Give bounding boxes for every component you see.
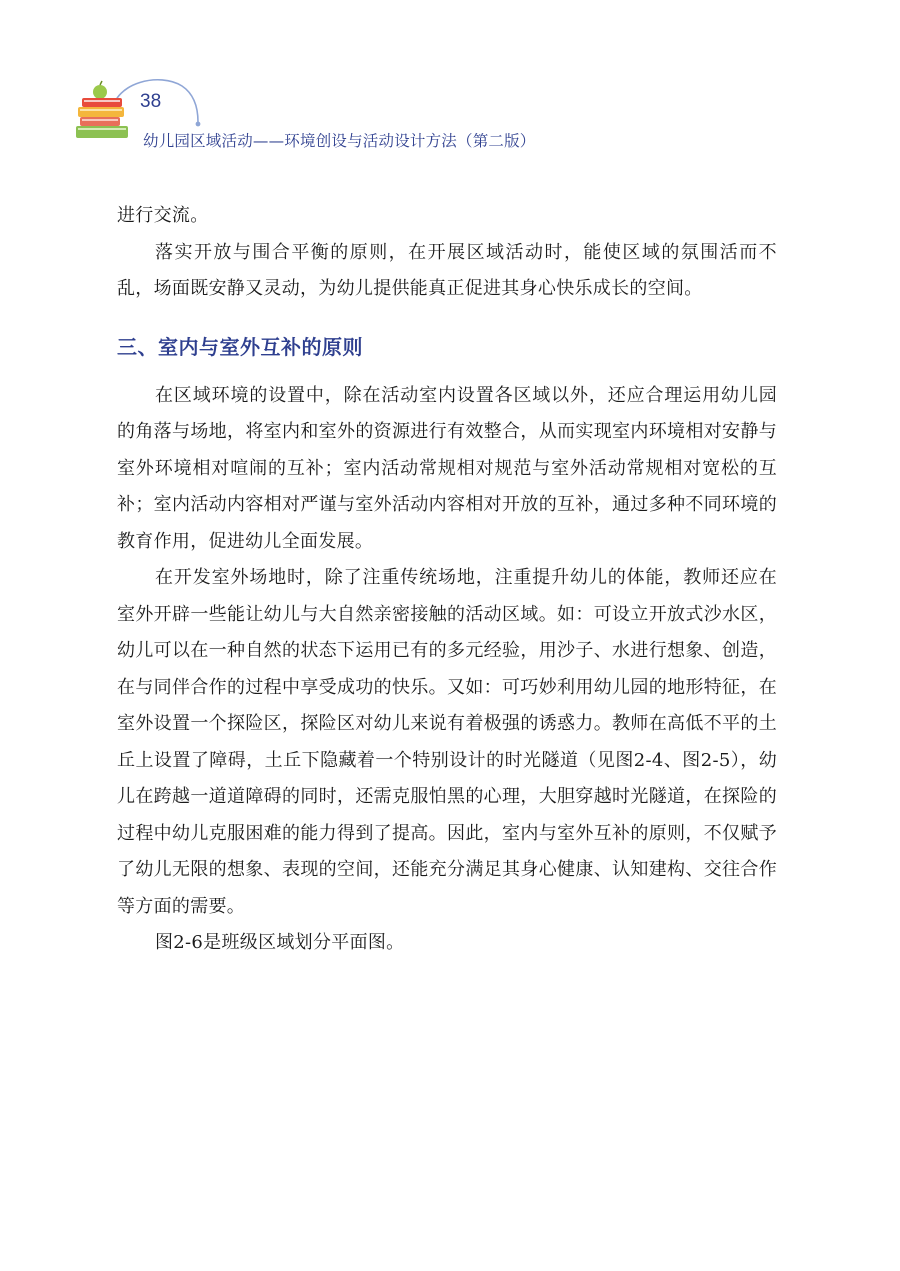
paragraph: 在区域环境的设置中，除在活动室内设置各区域以外，还应合理运用幼儿园的角落与场地，将室内和室外的资源进行有效整合，从而实现室内环境相对安静与室外环境相对喧闹的互补；室内活动常规相对规范与室外活动常规相对宽松的互补；室内活动内容相对严谨与室外活动内容相对开放的互补，通过多种不同环境的教育作用，促进幼儿全面发展。 bbox=[117, 384, 777, 552]
section-heading: 三、室内与室外互补的原则 bbox=[117, 334, 363, 359]
page-number: 38 bbox=[140, 91, 162, 112]
paragraph: 进行交流。 bbox=[117, 205, 209, 226]
running-title: 幼儿园区域活动——环境创设与活动设计方法（第二版） bbox=[143, 132, 536, 150]
page-body bbox=[117, 198, 777, 962]
books-apple-icon bbox=[76, 80, 146, 150]
paragraph: 落实开放与围合平衡的原则，在开展区域活动时，能使区域的氛围活而不乱，场面既安静又灵动，为幼儿提供能真正促进其身心快乐成长的空间。 bbox=[117, 241, 777, 299]
paragraph: 在开发室外场地时，除了注重传统场地，注重提升幼儿的体能，教师还应在室外开辟一些能让幼儿与大自然亲密接触的活动区域。如：可设立开放式沙水区，幼儿可以在一种自然的状态下运用已有的多元经验，用沙子、水进行想象、创造，在与同伴合作的过程中享受成功的快乐。又如：可巧妙利用幼儿园的地形特征，在室外设置一个探险区，探险区对幼儿来说有着极强的诱惑力。教师在高低不平的土丘上设置了障碍，土丘下隐藏着一个特别设计的时光隧道（见图2-4、图2-5），幼儿在跨越一道道障碍的同时，还需克服怕黑的心理，大胆穿越时光隧道，在探险的过程中幼儿克服困难的能力得到了提高。因此，室内与室外互补的原则，不仅赋予了幼儿无限的想象、表现的空间，还能充分满足其身心健康、认知建构、交往合作等方面的需要。 bbox=[117, 567, 777, 917]
paragraph: 图2-6是班级区域划分平面图。 bbox=[155, 932, 405, 953]
page-header bbox=[0, 0, 900, 160]
